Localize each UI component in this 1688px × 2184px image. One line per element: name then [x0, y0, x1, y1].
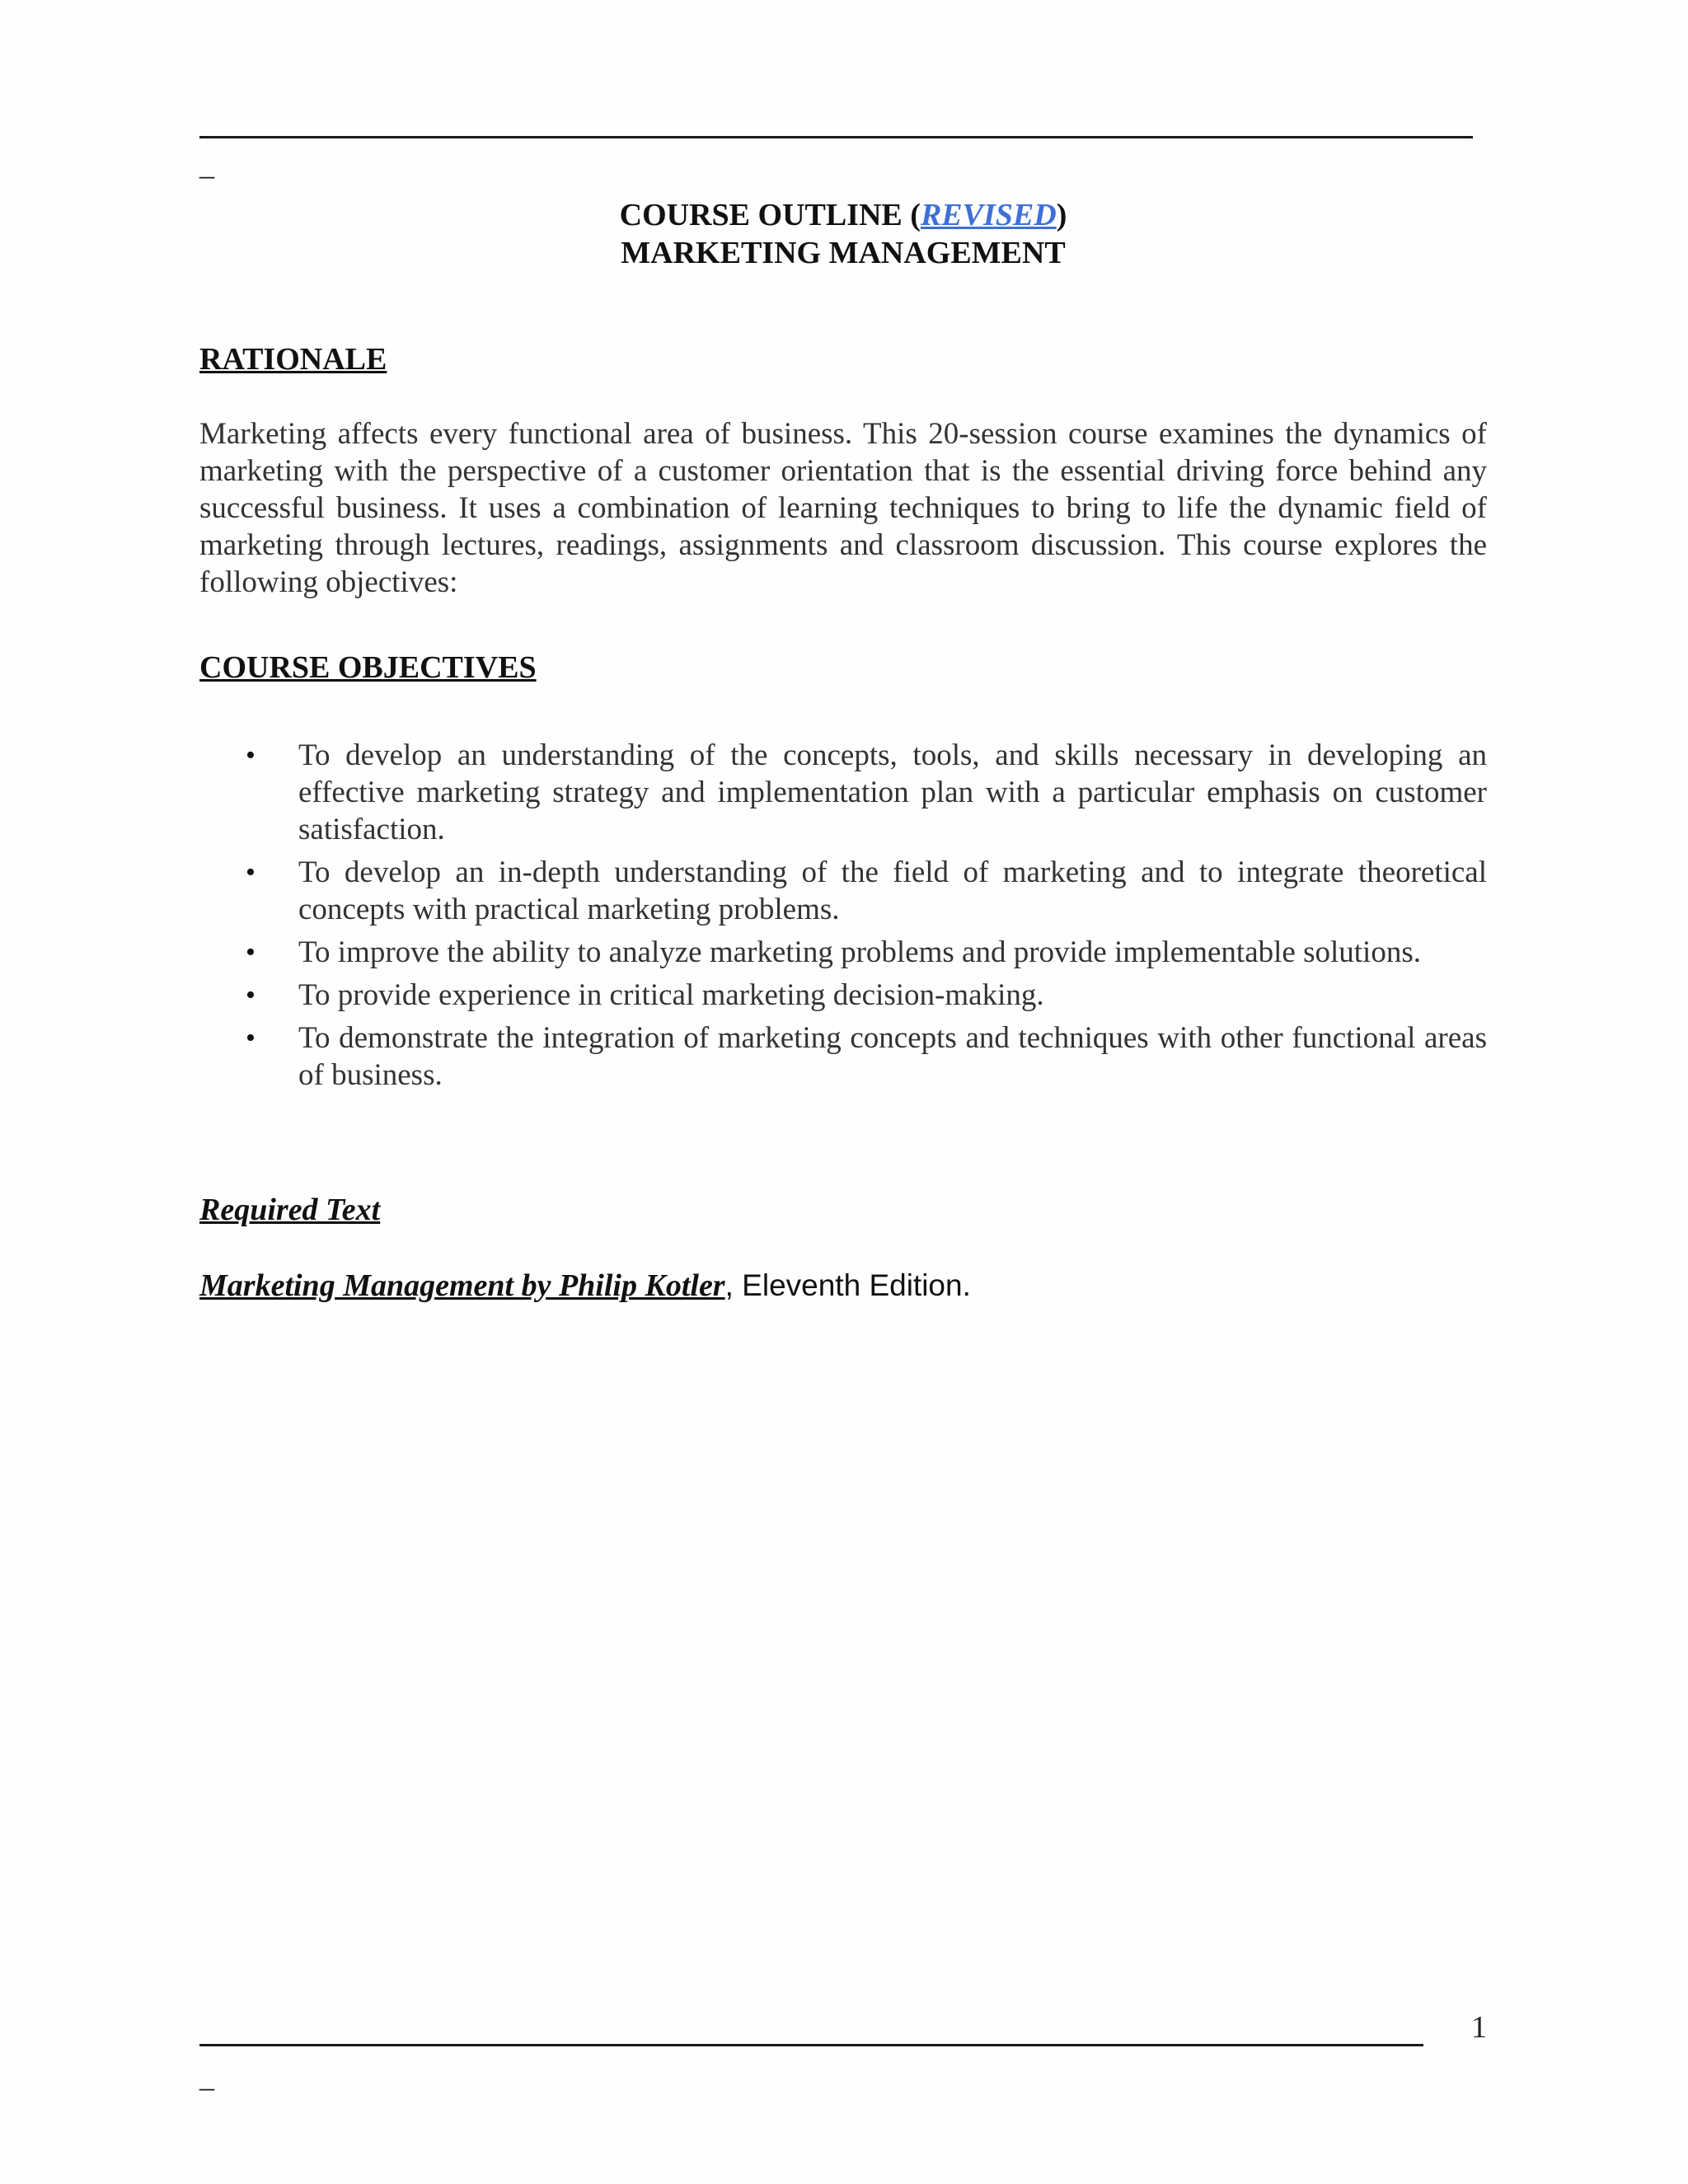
title-suffix: ): [1056, 198, 1067, 232]
objective-text: To develop an in-depth understanding of the field of marketing and to integrate theoretical concepts with practical marketing problems.: [298, 855, 1487, 926]
bullet-icon: •: [246, 857, 256, 888]
objective-text: To provide experience in critical marketing decision-making.: [298, 978, 1044, 1012]
bullet-icon: •: [246, 1023, 256, 1053]
footer-dash: _: [199, 2060, 214, 2093]
page-number: 1: [1471, 2010, 1487, 2045]
header-dash: _: [199, 148, 214, 181]
list-item: [199, 854, 1487, 928]
list-item: [199, 1019, 1487, 1094]
list-item: [199, 977, 1487, 1014]
required-book: [199, 1268, 971, 1304]
rationale-paragraph: Marketing affects every functional area of business. This 20-session course examines the dynamics of marketing with the perspective of a customer orientation that is the essential driving force behind any successful business. It uses a combination of learning techniques to bring to life the dynamic field of marketing through lectures, readings, assignments and classroom discussion. This course explores the following objectives:: [199, 417, 1487, 599]
objectives-list: [199, 737, 1487, 1099]
header-rule: [199, 136, 1473, 138]
objective-text: To develop an understanding of the concepts, tools, and skills necessary in developing an effective marketing strategy and implementation plan with a particular emphasis on customer satisfaction.: [298, 738, 1487, 846]
list-item: [199, 737, 1487, 848]
objective-text: To demonstrate the integration of marketing concepts and techniques with other functional areas of business.: [298, 1021, 1487, 1092]
bullet-icon: •: [246, 937, 256, 968]
title-prefix: COURSE OUTLINE (: [619, 198, 921, 232]
footer-rule: [199, 2044, 1423, 2046]
list-item: [199, 934, 1487, 971]
page-subtitle: MARKETING MANAGEMENT: [621, 236, 1066, 270]
title-block: [199, 196, 1487, 272]
page-title: [199, 196, 1487, 234]
bullet-icon: •: [246, 980, 256, 1010]
revised-link[interactable]: REVISED: [920, 198, 1057, 232]
objective-text: To improve the ability to analyze marketing problems and provide implementable solutions.: [298, 935, 1421, 969]
book-edition: , Eleventh Edition.: [724, 1268, 971, 1302]
bullet-icon: •: [246, 740, 256, 771]
objectives-heading: COURSE OBJECTIVES: [199, 650, 537, 685]
rationale-heading: RATIONALE: [199, 342, 387, 377]
required-text-heading: Required Text: [199, 1193, 381, 1227]
book-title: Marketing Management by Philip Kotler: [199, 1268, 725, 1303]
